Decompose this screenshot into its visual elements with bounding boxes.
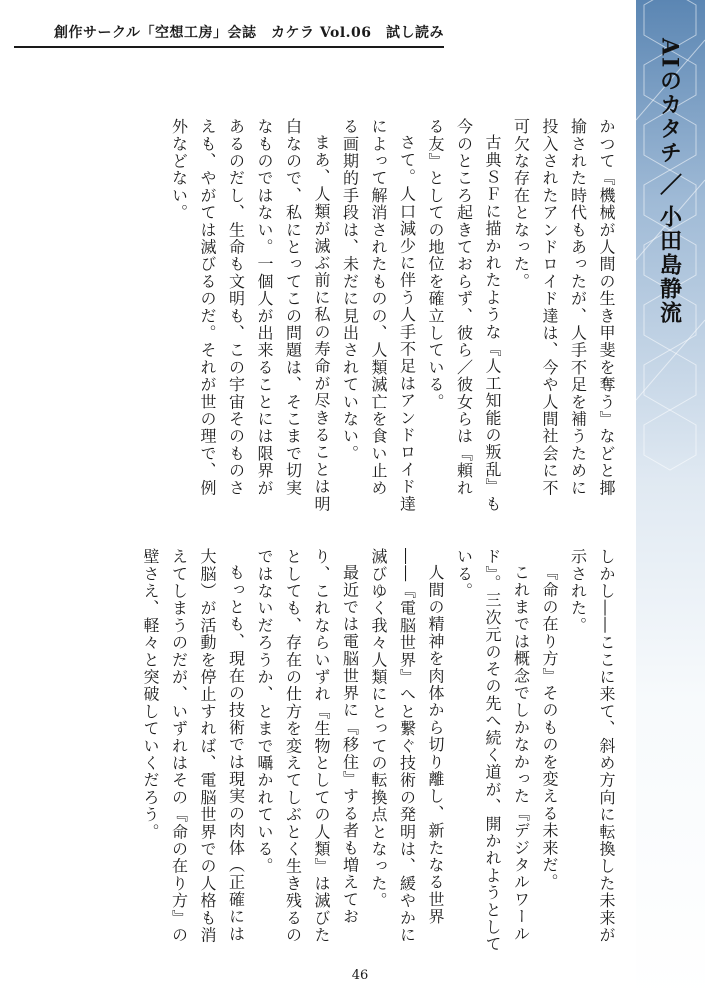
text-column-lower bbox=[141, 548, 620, 958]
page-number: 46 bbox=[351, 968, 369, 983]
paragraph: かつて『機械が人間の生き甲斐を奪う』などと揶揄された時代もあったが、人手不足を補うために投入されたアンドロイド達は、今や人間社会に不可欠な存在となった。 bbox=[511, 118, 616, 497]
paragraph: もっとも、現在の技術では現実の肉体（正確には大脳）が活動を停止すれば、電脳世界での人格も消えてしまうのだが、いずれはその『命の在り方』の壁さえ、軽々と突破していくだろう。 bbox=[141, 548, 246, 944]
author-name: 小田島静流 bbox=[656, 205, 683, 326]
article-title-vertical bbox=[642, 38, 698, 338]
article-title: AIのカタチ bbox=[656, 38, 683, 166]
paragraph: 最近では電脳世界に『移住』する者も増えており、これならいずれ『生物としての人類』は滅びたとしても、存在の仕方を変えてしぶとく生き残るのではないだろうか、とまで囁かれている。 bbox=[255, 548, 360, 944]
paragraph: しかし――ここに来て、斜め方向に転換した未来が示された。 bbox=[568, 548, 616, 944]
header-rule bbox=[14, 46, 444, 48]
paragraph: これまでは概念でしかなかった『デジタルワールド』。三次元のその先へ続く道が、開かれようとしている。 bbox=[454, 548, 531, 953]
running-header: 創作サークル「空想工房」会誌 カケラ Vol.06 試し読み bbox=[53, 25, 444, 41]
paragraph: さて。人口減少に伴う人手不足はアンドロイド達によって解消されたものの、人類滅亡を食い止める画期的手段は、未だに見出されていない。 bbox=[340, 118, 417, 513]
text-column-upper bbox=[120, 118, 620, 513]
paragraph: 『命の在り方』そのものを変える未来だ。 bbox=[540, 564, 559, 891]
paragraph: 古典ＳＦに描かれたような『人工知能の叛乱』も今のところ起きておらず、彼ら／彼女らは『頼れる友』としての地位を確立している。 bbox=[426, 118, 502, 513]
paragraph: 人間の精神を肉体から切り離し、新たなる世界――『電脳世界』へと繋ぐ技術の発明は、緩やかに滅びゆく我々人類にとっての転換点となった。 bbox=[369, 548, 445, 944]
title-separator: ／ bbox=[656, 173, 683, 198]
paragraph: まあ、人類が滅ぶ前に私の寿命が尽きることは明白なので、私にとってこの問題は、そこまで切実なものではない。一個人が出来ることには限界があるのだし、生命も文明も、この宇宙そのものさえも、やがては滅びるのだ。それが世の理で、例外などない。 bbox=[169, 118, 331, 513]
